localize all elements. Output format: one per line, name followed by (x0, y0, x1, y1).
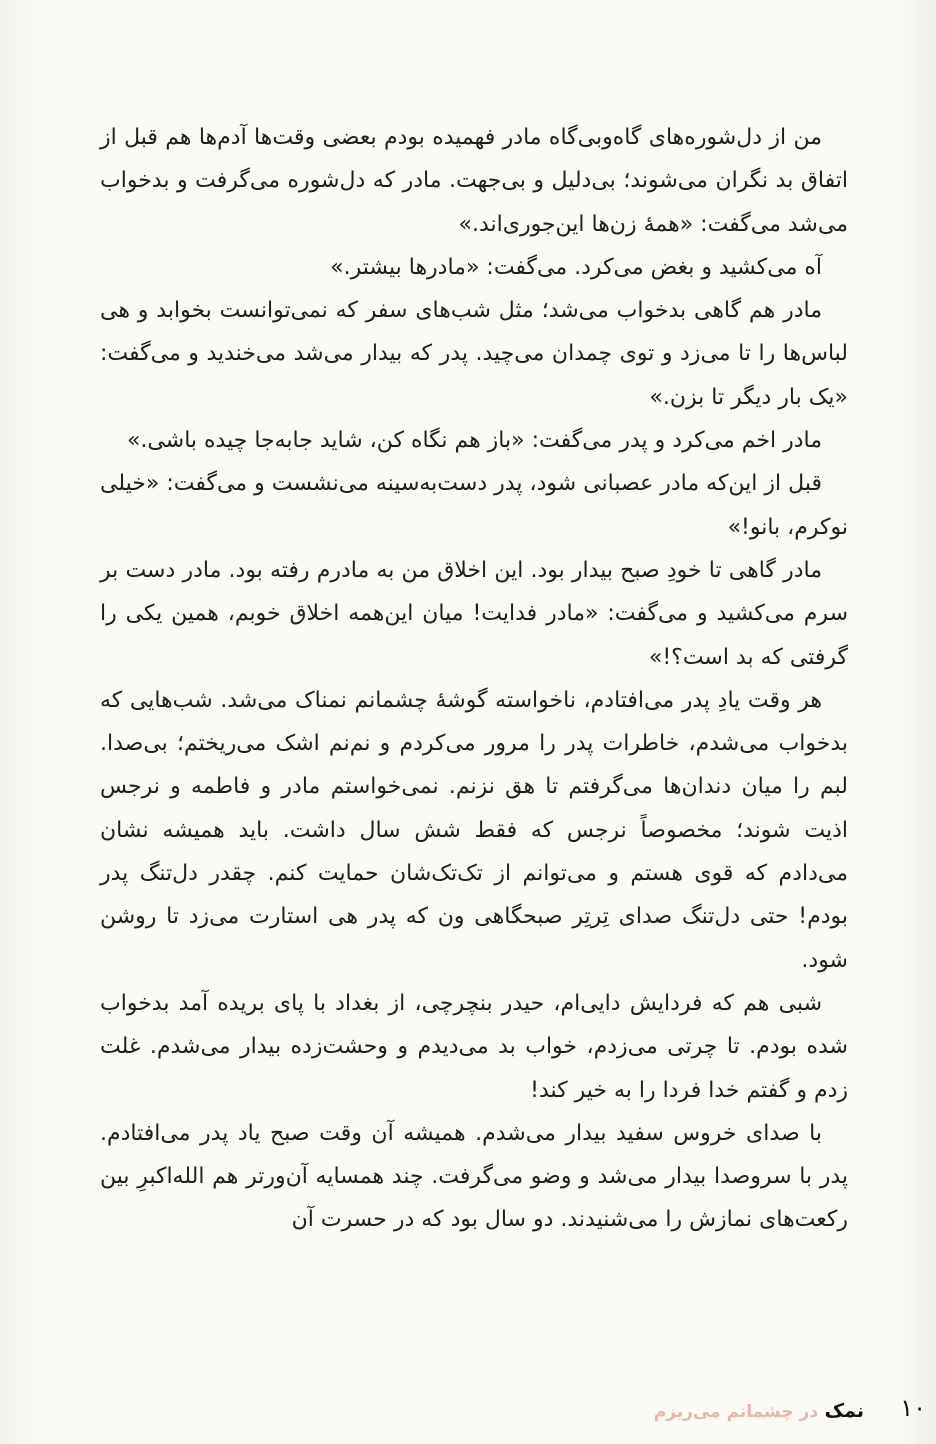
paragraph: مادر اخم می‌کرد و پدر می‌گفت: «باز هم نگاه کن، شاید جابه‌جا چیده باشی.» (126, 428, 822, 454)
paragraph: آه می‌کشید و بغض می‌کرد. می‌گفت: «مادرها بیشتر.» (330, 254, 822, 280)
body-text (100, 116, 848, 1242)
paragraph: با صدای خروس سفید بیدار می‌شدم. همیشه آن وقت صبح یاد پدر می‌افتادم. پدر با سروصدا بیدار می‌شد و وضو می‌گرفت. چند همسایه آن‌ورتر هم الله‌اکبرِ بین رکعت‌های نمازش را می‌شنیدند. دو سال بود که در حسرت آن (100, 1120, 848, 1233)
running-title-word: نمک (824, 1400, 864, 1422)
paragraph: شبی هم که فردایش دایی‌ام، حیدر بنچرچی، از بغداد با پای بریده آمد بدخواب شده بودم. تا چرتی می‌زدم، خواب بد می‌دیدم و وحشت‌زده بیدار می‌شدم. غلت زدم و گفتم خدا فردا را به خیر کند! (100, 990, 848, 1103)
paragraph: مادر هم گاهی بدخواب می‌شد؛ مثل شب‌های سفر که نمی‌توانست بخوابد و هی لباس‌ها را تا می‌زد و توی چمدان می‌چید. پدر که بیدار می‌شد می‌خندید و می‌گفت: «یک بار دیگر تا بزن.» (100, 298, 848, 410)
paragraph: قبل از این‌که مادر عصبانی شود، پدر دست‌به‌سینه می‌نشست و می‌گفت: «خیلی نوکرم، بانو!» (100, 471, 848, 540)
page-footer (0, 1394, 936, 1444)
paragraph: مادر گاهی تا خودِ صبح بیدار بود. این اخلاق من به مادرم رفته بود. مادر دست بر سرم می‌کشید و می‌گفت: «مادر فدایت! میان این‌همه اخلاق خوبم، همین یکی را گرفتی که بد است؟!» (100, 557, 848, 670)
running-title (654, 1400, 864, 1422)
page-number: ۱۰ (900, 1394, 926, 1422)
paragraph: من از دل‌شوره‌های گاه‌وبی‌گاه مادر فهمیده بودم بعضی وقت‌ها آدم‌ها هم قبل از اتفاق بد نگران می‌شوند؛ بی‌دلیل و بی‌جهت. مادر که دل‌شوره می‌گرفت و بدخواب می‌شد می‌گفت: «همهٔ زن‌ها این‌جوری‌اند.» (100, 125, 848, 237)
paragraph: هر وقت یادِ پدر می‌افتادم، ناخواسته گوشهٔ چشمانم نمناک می‌شد. شب‌هایی که بدخواب می‌شدم، خاطرات پدر را مرور می‌کردم و نم‌نم اشک می‌ریختم؛ بی‌صدا. لبم را میان دندان‌ها می‌گرفتم تا هق نزنم. نمی‌خواستم مادر و فاطمه و نرجس اذیت شوند؛ مخصوصاً نرجس که فقط شش سال داشت. باید همیشه نشان می‌دادم که قوی هستم و می‌توانم از تک‌تک‌شان حمایت کنم. چقدر دل‌تنگ پدر بودم! حتی دل‌تنگ صدای تِرتِر صبحگاهی ون که پدر هی استارت می‌زد تا روشن شود. (100, 687, 848, 973)
running-title-rest: در چشمانم می‌ریزم (653, 1402, 819, 1422)
